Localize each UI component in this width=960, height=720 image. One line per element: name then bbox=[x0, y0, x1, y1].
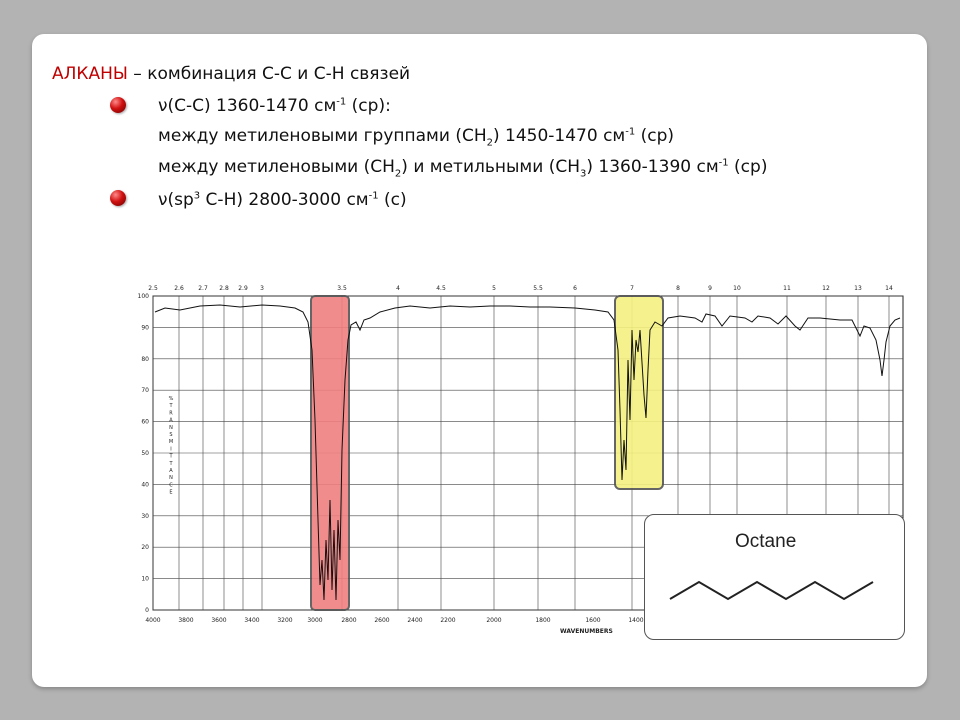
bottom-axis-labels bbox=[145, 617, 643, 624]
bottom-tick-label: 3000 bbox=[307, 617, 323, 624]
methyl-text-a: между метиленовыми (CH bbox=[158, 157, 395, 177]
top-tick-label: 2.7 bbox=[198, 285, 208, 292]
methylene-text-c: (ср) bbox=[635, 126, 675, 146]
top-tick-label: 3.5 bbox=[337, 285, 347, 292]
octane-zigzag-icon bbox=[645, 515, 904, 639]
bottom-tick-label: 1400 bbox=[628, 617, 644, 624]
y-label-char: E bbox=[169, 489, 173, 496]
top-tick-label: 9 bbox=[708, 285, 712, 292]
y-tick-label: 100 bbox=[137, 293, 149, 300]
x-axis-label: WAVENUMBERS bbox=[560, 628, 613, 635]
methylene-text-b: ) 1450-1470 см bbox=[492, 126, 626, 146]
top-tick-label: 12 bbox=[822, 285, 830, 292]
y-label-char: C bbox=[169, 482, 173, 489]
bottom-tick-label: 2400 bbox=[407, 617, 423, 624]
bottom-tick-label: 3400 bbox=[244, 617, 260, 624]
top-tick-label: 4 bbox=[396, 285, 400, 292]
yellow-highlight bbox=[615, 296, 663, 489]
structure-name: Octane bbox=[735, 531, 797, 552]
title-rest: – комбинация С-С и С-Н связей bbox=[127, 64, 411, 84]
y-tick-label: 50 bbox=[141, 450, 149, 457]
top-axis-labels bbox=[148, 285, 893, 292]
y-label-char: R bbox=[169, 410, 173, 417]
ch-stretch-sup2: -1 bbox=[368, 190, 379, 202]
top-tick-label: 14 bbox=[885, 285, 893, 292]
methylene-text-a: между метиленовыми группами (CH bbox=[158, 126, 487, 146]
bottom-tick-label: 1800 bbox=[535, 617, 551, 624]
top-tick-label: 6 bbox=[573, 285, 577, 292]
top-tick-label: 13 bbox=[854, 285, 862, 292]
y-label-char: A bbox=[169, 468, 173, 474]
y-axis-vertical-label bbox=[168, 396, 173, 496]
methyl-text-c: ) 1360-1390 см bbox=[586, 157, 719, 177]
cc-stretch-text: ν(С-С) 1360-1470 см bbox=[158, 96, 337, 116]
top-tick-label: 2.5 bbox=[148, 285, 158, 292]
methylene-sub: 2 bbox=[486, 137, 493, 149]
y-label-char: T bbox=[169, 403, 173, 410]
methyl-sub1: 2 bbox=[394, 168, 402, 180]
ch-stretch-a: ν(sp bbox=[158, 190, 194, 210]
y-label-char: T bbox=[169, 460, 173, 467]
top-tick-label: 8 bbox=[676, 285, 680, 292]
y-label-char: I bbox=[170, 446, 172, 453]
top-tick-label: 5 bbox=[492, 285, 496, 292]
y-tick-label: 70 bbox=[141, 387, 149, 395]
y-tick-label: 80 bbox=[141, 355, 149, 363]
y-label-char: % bbox=[168, 396, 174, 402]
y-label-char: A bbox=[169, 417, 173, 424]
top-tick-label: 2.8 bbox=[219, 285, 229, 292]
y-tick-label: 60 bbox=[141, 418, 149, 426]
bottom-tick-label: 1600 bbox=[585, 617, 601, 624]
top-tick-label: 2.9 bbox=[238, 285, 248, 292]
bottom-tick-label: 3800 bbox=[178, 617, 194, 624]
bottom-tick-label: 3200 bbox=[277, 617, 293, 624]
methylene-sup: -1 bbox=[625, 126, 636, 138]
cc-stretch-tail: (ср): bbox=[346, 96, 391, 116]
top-tick-label: 10 bbox=[733, 285, 741, 292]
y-tick-label: 20 bbox=[141, 544, 149, 552]
ch-stretch-c: (с) bbox=[378, 190, 407, 210]
methyl-text-b: ) и метильными (CH bbox=[401, 157, 580, 177]
top-tick-label: 5.5 bbox=[533, 285, 543, 292]
methyl-sup: -1 bbox=[718, 157, 729, 169]
y-label-char: S bbox=[169, 432, 173, 438]
y-tick-label: 30 bbox=[141, 512, 149, 520]
top-tick-label: 7 bbox=[630, 285, 634, 292]
ch-stretch-b: С-Н) 2800-3000 см bbox=[200, 190, 369, 210]
y-tick-label: 0 bbox=[145, 607, 149, 614]
bottom-tick-label: 4000 bbox=[145, 617, 161, 624]
top-tick-label: 4.5 bbox=[436, 285, 446, 292]
top-tick-label: 11 bbox=[783, 285, 791, 292]
bottom-tick-label: 2000 bbox=[486, 617, 502, 624]
structure-box bbox=[644, 514, 905, 640]
cc-stretch-sup: -1 bbox=[336, 96, 347, 108]
bottom-tick-label: 2800 bbox=[341, 617, 357, 624]
red-highlight bbox=[311, 296, 349, 610]
methyl-text-d: (ср) bbox=[728, 157, 768, 177]
ch-stretch-sup1: 3 bbox=[193, 190, 201, 202]
y-label-char: M bbox=[168, 439, 174, 446]
y-label-char: N bbox=[169, 475, 173, 482]
methyl-sub2: 3 bbox=[580, 168, 587, 180]
y-tick-label: 10 bbox=[141, 575, 149, 583]
top-tick-label: 3 bbox=[260, 285, 264, 292]
y-tick-label: 90 bbox=[141, 324, 149, 332]
left-axis-labels bbox=[138, 293, 150, 614]
y-label-char: T bbox=[169, 453, 173, 460]
top-tick-label: 2.6 bbox=[174, 285, 184, 292]
bottom-tick-label: 3600 bbox=[211, 617, 227, 624]
bottom-tick-label: 2600 bbox=[374, 617, 390, 624]
y-label-char: N bbox=[169, 424, 173, 431]
y-tick-label: 40 bbox=[141, 481, 149, 489]
title-accent: АЛКАНЫ bbox=[52, 64, 128, 84]
bottom-tick-label: 2200 bbox=[440, 617, 456, 624]
